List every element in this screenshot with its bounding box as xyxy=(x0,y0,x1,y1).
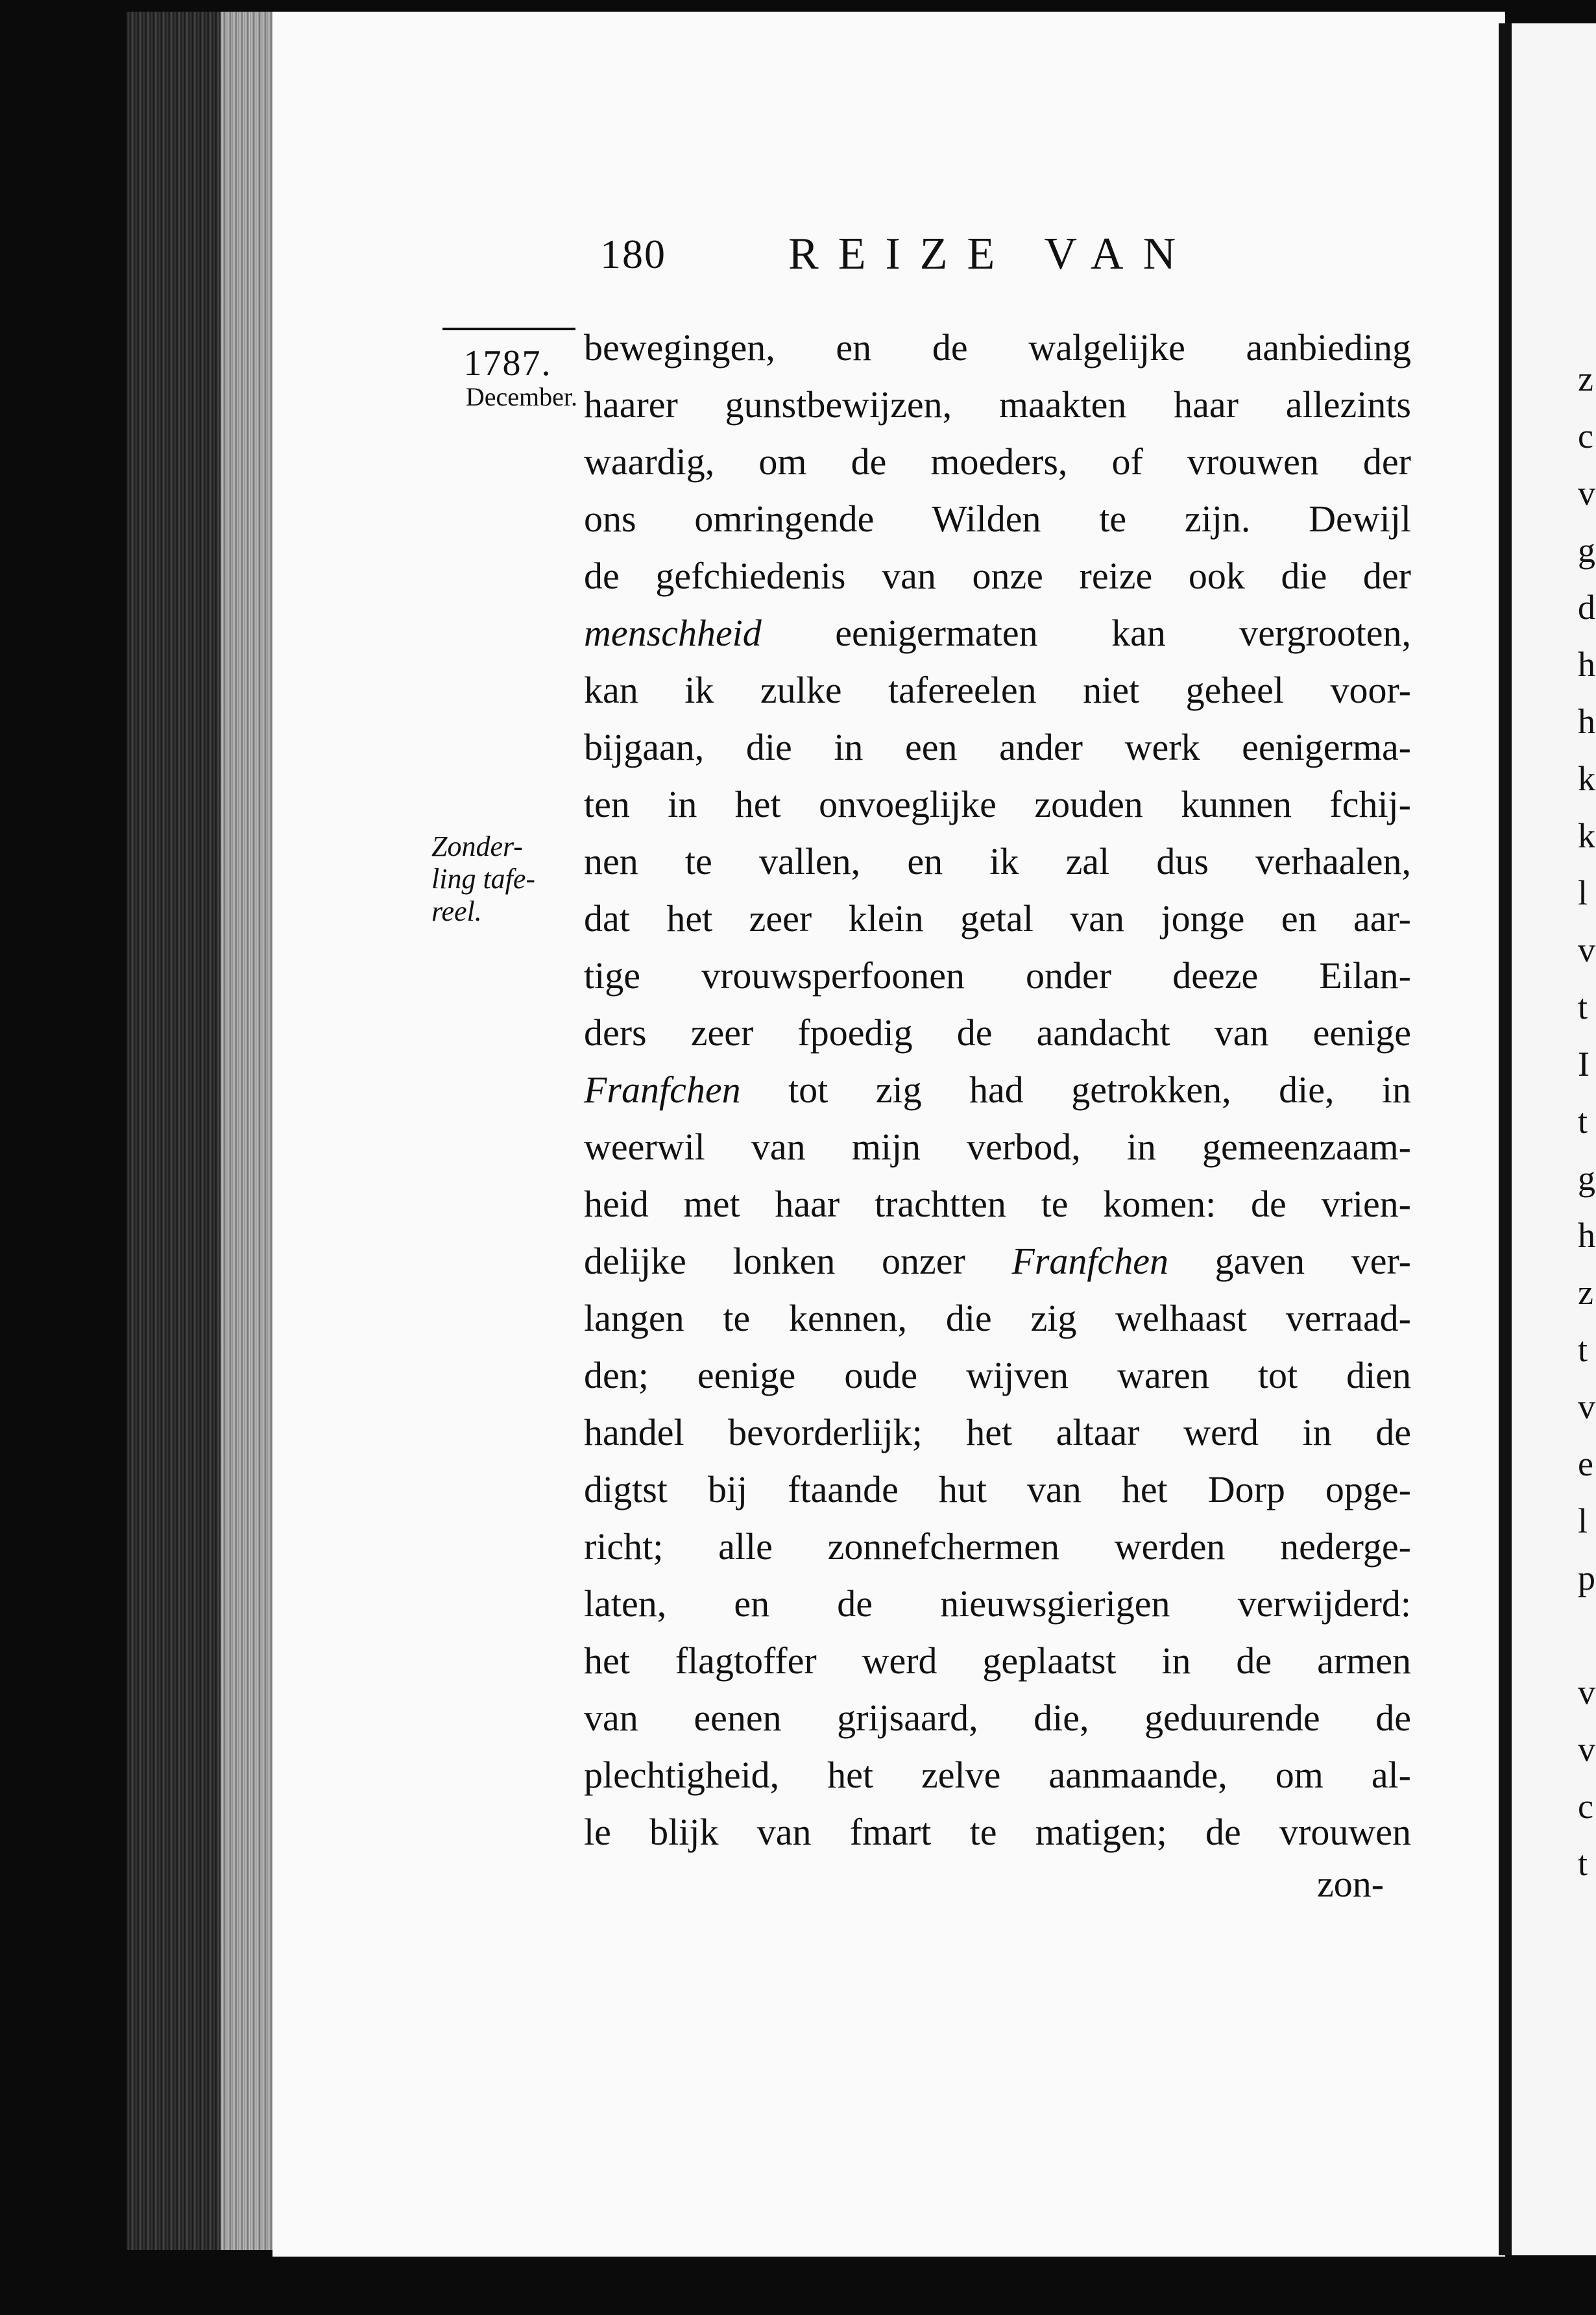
margin-note-line: ling tafe- xyxy=(431,863,536,895)
text-line: laten, en de nieuwsgierigen verwijderd: xyxy=(584,1582,1411,1625)
running-head: REIZE VAN xyxy=(788,229,1196,279)
text-line: nen te vallen, en ik zal dus verhaalen, xyxy=(584,840,1411,882)
text-line: le blijk van fmart te matigen; de vrouwen xyxy=(584,1811,1411,1853)
facing-page-letter: c xyxy=(1578,417,1593,455)
text-line: van eenen grijsaard, die, geduurende de xyxy=(584,1697,1411,1739)
facing-page-letter: h xyxy=(1578,702,1595,741)
text-line: den; eenige oude wijven waren tot dien xyxy=(584,1354,1411,1396)
text-line: waardig, om de moeders, of vrouwen der xyxy=(584,441,1411,483)
text-line: ten in het onvoeglijke zouden kunnen fchij- xyxy=(584,783,1411,825)
text-line: ders zeer fpoedig de aandacht van eenige xyxy=(584,1012,1411,1054)
facing-page-text xyxy=(1578,350,1596,1892)
facing-page-letter: c xyxy=(1578,1787,1593,1826)
facing-page-letter: t xyxy=(1578,1102,1588,1141)
body-text xyxy=(584,319,1411,1861)
facing-page-letter: t xyxy=(1578,988,1588,1026)
facing-page-letter: t xyxy=(1578,1330,1588,1369)
facing-page-letter: g xyxy=(1578,531,1595,570)
text-line: langen te kennen, die zig welhaast verraad- xyxy=(584,1297,1411,1339)
facing-page-letter: l xyxy=(1578,873,1588,912)
text-line: heid met haar trachtten te komen: de vrien- xyxy=(584,1183,1411,1225)
facing-page-letter: z xyxy=(1578,1273,1593,1312)
text-line: ons omringende Wilden te zijn. Dewijl xyxy=(584,498,1411,540)
margin-year: 1787. xyxy=(463,343,552,383)
margin-note-line: reel. xyxy=(431,895,482,927)
text-line: delijke lonken onzer Franfchen gaven ver- xyxy=(584,1240,1411,1282)
text-line: digtst bij ftaande hut van het Dorp opge- xyxy=(584,1468,1411,1510)
text-line: bewegingen, en de walgelijke aanbieding xyxy=(584,326,1411,369)
text-line: Franfchen tot zig had getrokken, die, in xyxy=(584,1069,1411,1111)
text-line: handel bevorderlijk; het altaar werd in de xyxy=(584,1411,1411,1453)
margin-note-line: Zonder- xyxy=(431,830,523,862)
facing-page-letter: h xyxy=(1578,645,1595,684)
margin-note xyxy=(431,830,571,928)
facing-page-letter: g xyxy=(1578,1159,1595,1198)
text-line: menschheid eenigermaten kan vergrooten, xyxy=(584,612,1411,654)
text-line: haarer gunstbewijzen, maakten haar allezints xyxy=(584,383,1411,426)
facing-page-letter: v xyxy=(1578,1673,1595,1712)
text-line: bijgaan, die in een ander werk eenigerma- xyxy=(584,726,1411,768)
facing-page-letter: k xyxy=(1578,816,1595,855)
facing-page-letter: z xyxy=(1578,359,1593,398)
facing-page-letter: t xyxy=(1578,1844,1588,1883)
text-line: weerwil van mijn verbod, in gemeenzaam- xyxy=(584,1126,1411,1168)
text-line: de gefchiedenis van onze reize ook die der xyxy=(584,555,1411,597)
facing-page-letter: I xyxy=(1578,1045,1590,1084)
facing-page-letter xyxy=(1578,1606,1596,1664)
facing-page-letter: v xyxy=(1578,930,1595,969)
facing-page-letter: v xyxy=(1578,1387,1595,1426)
facing-page-letter: e xyxy=(1578,1444,1593,1483)
catchword: zon- xyxy=(1317,1863,1384,1905)
text-line: plechtigheid, het zelve aanmaande, om al- xyxy=(584,1754,1411,1796)
facing-page-letter: d xyxy=(1578,588,1595,627)
text-line: dat het zeer klein getal van jonge en aar- xyxy=(584,897,1411,939)
page-number: 180 xyxy=(600,231,666,277)
facing-page-letter: h xyxy=(1578,1216,1595,1255)
margin-rule xyxy=(442,328,575,330)
text-line: het flagtoffer werd geplaatst in de armen xyxy=(584,1640,1411,1682)
facing-page-letter: v xyxy=(1578,1730,1595,1769)
facing-page-letter: p xyxy=(1578,1558,1595,1597)
text-line: kan ik zulke tafereelen niet geheel voor- xyxy=(584,669,1411,711)
facing-page-letter: k xyxy=(1578,759,1595,798)
text-line: tige vrouwsperfoonen onder deeze Eilan- xyxy=(584,954,1411,997)
margin-month: December. xyxy=(465,382,577,411)
facing-page-letter: l xyxy=(1578,1501,1588,1540)
facing-page-letter: v xyxy=(1578,474,1595,513)
text-line: richt; alle zonnefchermen werden nederge- xyxy=(584,1525,1411,1568)
